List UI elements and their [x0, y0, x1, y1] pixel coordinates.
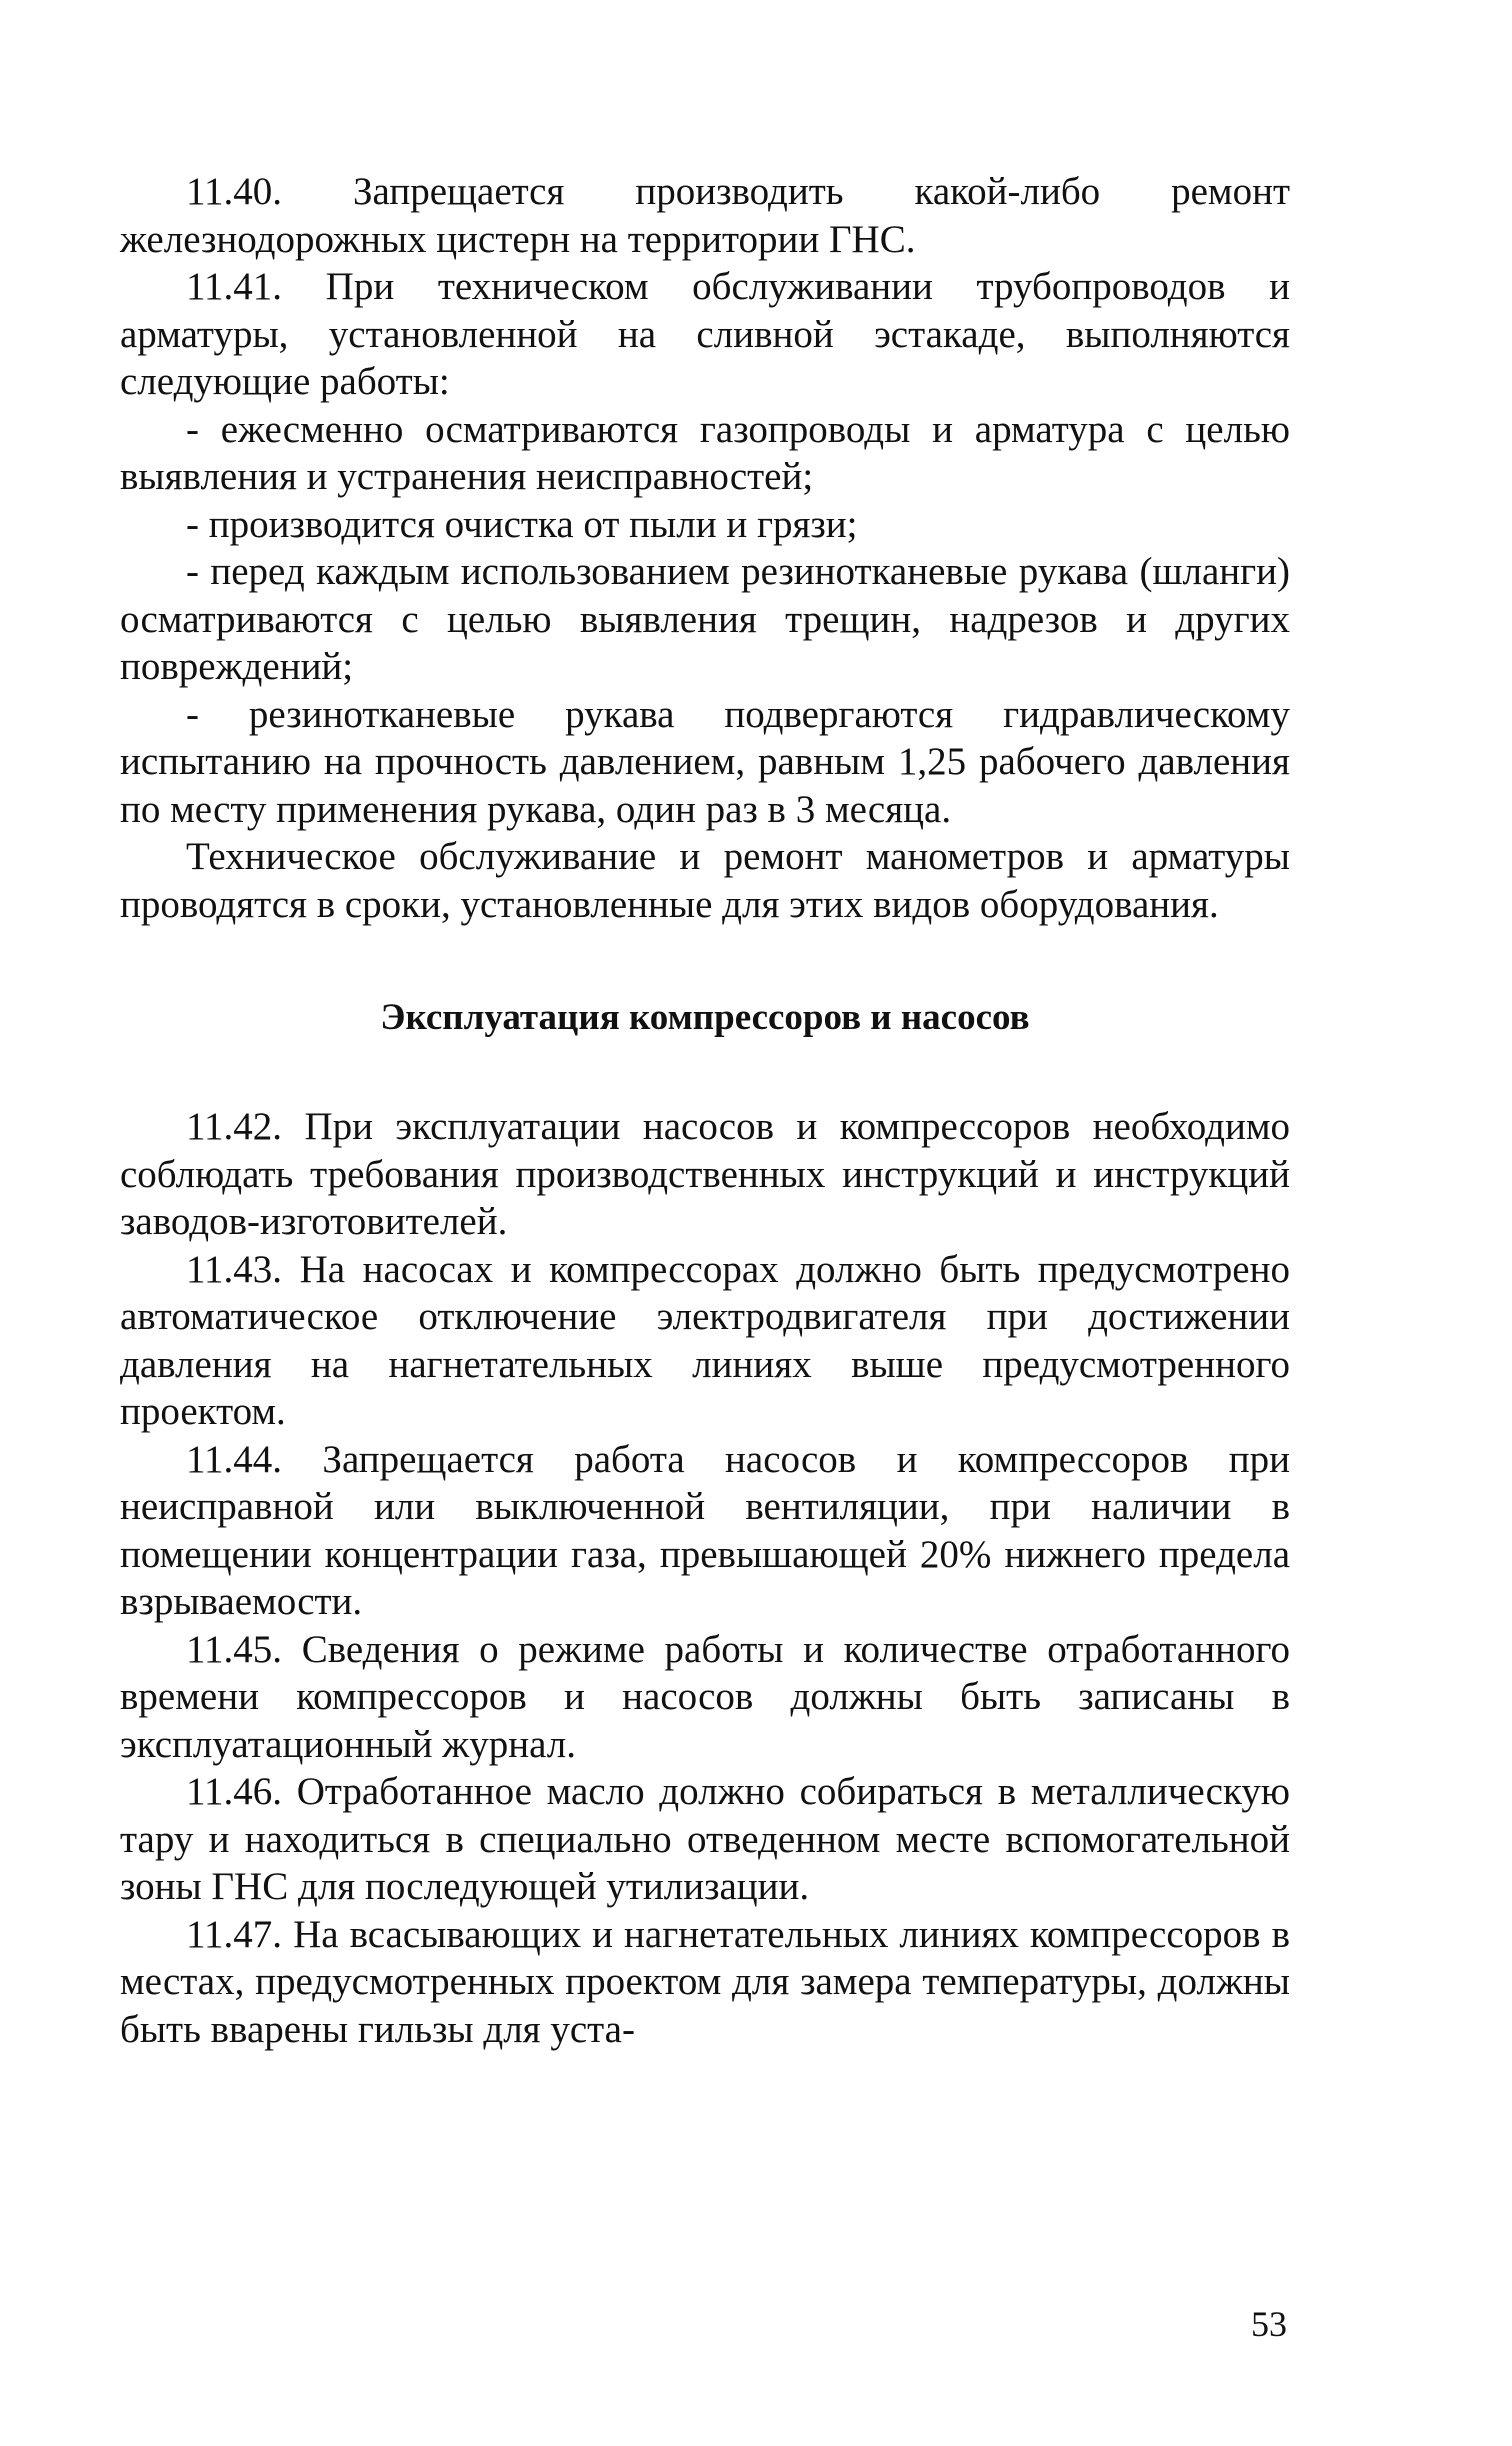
paragraph-maintenance-note: Техническое обслуживание и ремонт манометров и арматуры проводятся в сроки, установленные для этих видов оборудования. — [120, 835, 1290, 926]
section-heading: Эксплуатация компрессоров и насосов — [380, 997, 1030, 1038]
list-item-hoses-test: - резинотканевые рукава подвергаются гидравлическому испытанию на прочность давлением, равным 1,25 рабочего давления по месту применения рукава, один раз в 3 месяца. — [120, 692, 1290, 831]
page-number: 53 — [1251, 2304, 1287, 2344]
paragraph-11-46: 11.46. Отработанное масло должно собираться в металлическую тару и находиться в специально отведенном месте вспомогательной зоны ГНС для последующей утилизации. — [120, 1770, 1290, 1908]
paragraph-11-43: 11.43. На насосах и компрессорах должно быть предусмотрено автоматическое отключение электродвигателя при достижении давления на нагнетательных линиях выше предусмотренного проектом. — [120, 1247, 1290, 1433]
paragraph-11-47: 11.47. На всасывающих и нагнетательных линиях компрессоров в местах, предусмотренных проектом для замера температуры, должны быть вварены гильзы для уста- — [120, 1912, 1290, 2051]
paragraph-11-40: 11.40. Запрещается производить какой-либо ремонт железнодорожных цистерн на территории ГНС. — [120, 170, 1290, 261]
list-item-hoses-inspection: - перед каждым использованием резинотканевые рукава (шланги) осматриваются с целью выявления трещин, надрезов и других повреждений; — [120, 550, 1290, 688]
list-item-inspection: - ежесменно осматриваются газопроводы и арматура с целью выявления и устранения неисправностей; — [120, 407, 1290, 498]
list-item-cleaning: - производится очистка от пыли и грязи; — [186, 502, 858, 546]
paragraph-11-41: 11.41. При техническом обслуживании трубопроводов и арматуры, установленной на сливной эстакаде, выполняются следующие работы: — [120, 265, 1290, 403]
paragraph-11-45: 11.45. Сведения о режиме работы и количестве отработанного времени компрессоров и насосов должны быть записаны в эксплуатационный журнал. — [120, 1627, 1290, 1766]
paragraph-11-42: 11.42. При эксплуатации насосов и компрессоров необходимо соблюдать требования производственных инструкций и инструкций заводов-изготовителей. — [120, 1105, 1290, 1243]
page-body — [120, 168, 1290, 2053]
paragraph-11-44: 11.44. Запрещается работа насосов и компрессоров при неисправной или выключенной вентиляции, при наличии в помещении концентрации газа, превышающей 20% нижнего предела взрываемости. — [120, 1437, 1290, 1623]
